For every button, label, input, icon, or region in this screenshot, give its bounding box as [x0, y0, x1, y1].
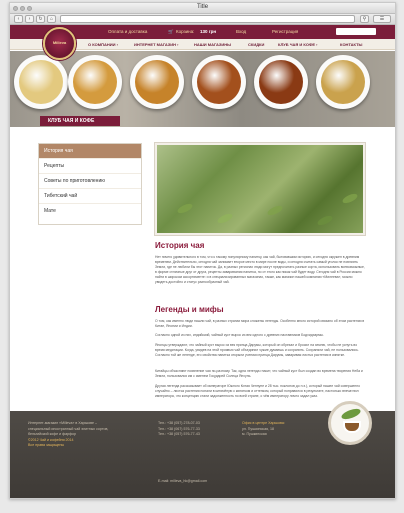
footer-rights: Все права защищены: [28, 443, 65, 447]
tea-cup: [316, 55, 370, 109]
browser-window: [9, 2, 396, 499]
article-paragraph: Согласно одной из них, индийский, чайный куст вырос из век одного с древних наставников Бодхидхармы.: [155, 333, 324, 337]
window-titlebar: [10, 3, 395, 14]
site-search-input[interactable]: [336, 28, 376, 35]
footer-text: специальный иностранный чай элитных сортов,: [28, 426, 109, 431]
sidebar-item-mate[interactable]: Мате: [44, 208, 56, 214]
section-ribbon: КЛУБ ЧАЯ И КОФЕ: [40, 116, 120, 126]
sidebar-item-tips[interactable]: Советы по приготовлению: [39, 174, 141, 189]
article-title: История чая: [155, 241, 205, 250]
footer-address-title: Офис в центре Харькова:: [242, 421, 285, 425]
cart-icon[interactable]: 🛒: [168, 29, 174, 34]
menu-icon[interactable]: ☰: [373, 15, 391, 23]
cup-icon: [343, 421, 361, 433]
footer-phone[interactable]: Тел.: +38 (067) 576-77-33: [158, 426, 200, 431]
nav-club[interactable]: КЛУБ ЧАЯ И КОФЕ ›: [278, 42, 318, 47]
footer-about: [28, 421, 138, 449]
footer-phone[interactable]: Тел.: +38 (057) 278-07-03: [158, 421, 200, 425]
article-paragraph: Японцы утверждают, что чайный куст вырос из век принца Дарумы, который он обрезал и бросил на землю, чтобы не уснуть во время медитации. Когда, увидев на этой проявью чай объединил чужие думаешь и сохранить. Сохраняли чай, не пользовались. Согласно той же легенде, его свойства напитка открыли ученики принца Дарумы, заваривая листья растения в кипятке.: [155, 343, 359, 357]
leaf-icon: [340, 407, 362, 421]
cart-label: Корзина:: [176, 29, 195, 34]
cart-total: 130 грн: [200, 29, 217, 34]
nav-discounts[interactable]: СКИДКИ: [248, 42, 265, 47]
logo-text: Milleva: [52, 40, 67, 45]
address-bar[interactable]: [60, 15, 355, 23]
section-title-legends: Легенды и мифы: [155, 305, 224, 314]
footer-address-line: м. Пушкинская: [242, 432, 267, 436]
site-logo[interactable]: [43, 27, 76, 60]
tea-plantation-photo: [155, 143, 365, 235]
article-paragraph: Китайцы объясняют появление чая по-разному. Так, одна легенда гласит, что чайный куст был создан во времена творения Неба и Земли, пользовался им с именем Государей Солнца Янхунь.: [155, 369, 363, 378]
nav-contacts[interactable]: КОНТАКТЫ: [340, 42, 363, 47]
register-link[interactable]: Регистрация: [272, 29, 299, 34]
tea-cup: [254, 55, 308, 109]
back-icon[interactable]: ‹: [14, 15, 23, 23]
footer-copyright: ©2012 Чай и кофейня 2014: [28, 437, 74, 442]
login-link[interactable]: Вход: [236, 29, 247, 34]
reload-icon[interactable]: ↻: [36, 15, 45, 23]
footer-phones: [158, 421, 238, 438]
browser-toolbar: [10, 14, 395, 25]
sidebar-item-tibetan[interactable]: Тибетский чай: [39, 189, 141, 204]
home-icon[interactable]: ⌂: [47, 15, 56, 23]
sidebar-item-history[interactable]: История чая: [39, 144, 141, 159]
leaf-shape: [316, 214, 333, 227]
leaf-shape: [341, 192, 358, 205]
footer-address: [242, 421, 322, 438]
nav-about[interactable]: О КОМПАНИИ ›: [88, 42, 118, 47]
tea-fill: [135, 60, 179, 104]
leaf-shape: [176, 202, 193, 215]
tea-fill: [197, 60, 241, 104]
footer-text: бельгийский кофе и фарфор: [28, 432, 77, 436]
tea-fill: [19, 60, 63, 104]
window-title: Title: [196, 4, 209, 10]
tea-cup: [68, 55, 122, 109]
sidebar-menu: [38, 143, 142, 225]
leaf-shape: [266, 204, 283, 217]
article-paragraph: О том, как именно люди нашли чай, в разных странах мира сложены легенды. Особенно много историй связано об этом растении в Китае, Японии и Индии.: [155, 319, 365, 328]
tea-cup: [14, 55, 68, 109]
tea-fill: [321, 60, 365, 104]
footer-text: Интернет-магазин «Millevа» в Харькове –: [28, 421, 98, 425]
delivery-link[interactable]: Оплата и доставка: [108, 29, 148, 34]
sidebar-item-recipes[interactable]: Рецепты: [39, 159, 141, 174]
nav-stores[interactable]: НАШИ МАГАЗИНЫ: [194, 42, 232, 47]
footer-address-line: ул. Пушкинская, 18: [242, 426, 275, 431]
search-icon[interactable]: ⚲: [360, 15, 369, 23]
tea-fill: [73, 60, 117, 104]
tea-cup-icon: [328, 401, 372, 445]
tea-cup: [192, 55, 246, 109]
forward-icon[interactable]: ›: [25, 15, 34, 23]
tea-fill: [259, 60, 303, 104]
site-footer: [10, 411, 395, 498]
nav-shop[interactable]: ИНТЕРНЕТ МАГАЗИН ›: [134, 42, 179, 47]
footer-email[interactable]: E-mail: milleva_hk@gmail.com: [158, 479, 208, 483]
leaf-shape: [216, 212, 233, 225]
tea-cup: [130, 55, 184, 109]
article-paragraph: Другая легенда рассказывает об императоре Южного Китая Ченнуне и 28 тыс. поклонов до н.э.), который нашел чай совершенно случайно – листья растения попали в кипячёную с кипятком и оттенком, который понравился в результате, настолько впечатлил императора, что концепцию стали задолженность по всей стране, о чём императору лично задал указ.: [155, 384, 361, 398]
article-paragraph: Нет ничего удивительного в том, что к такому популярному напитку, как чай, бытовавшим историю, и сегодня окружен в древним временем. Действительно, сегодня чай занимает второе место в мире после воды, и сегодня считать самый уголок не повлиять Земли, где не любили бы этот напиток. Да, в разных регионах люди могут предпочитать разные сорта, использовать всевозможные, в форме отличные друг от друга, рецепты заваривания напитка, но от этого как никак чай будет воду. Сегодня чай в России можно найти в широком ассортименте: и в специализированных магазинах, также, как магазин нашей компании «Милеева», можно увидеть достойно и статус разнообразный чай.: [155, 255, 365, 284]
footer-phone[interactable]: Тел.: +38 (057) 576-77-43: [158, 432, 200, 436]
